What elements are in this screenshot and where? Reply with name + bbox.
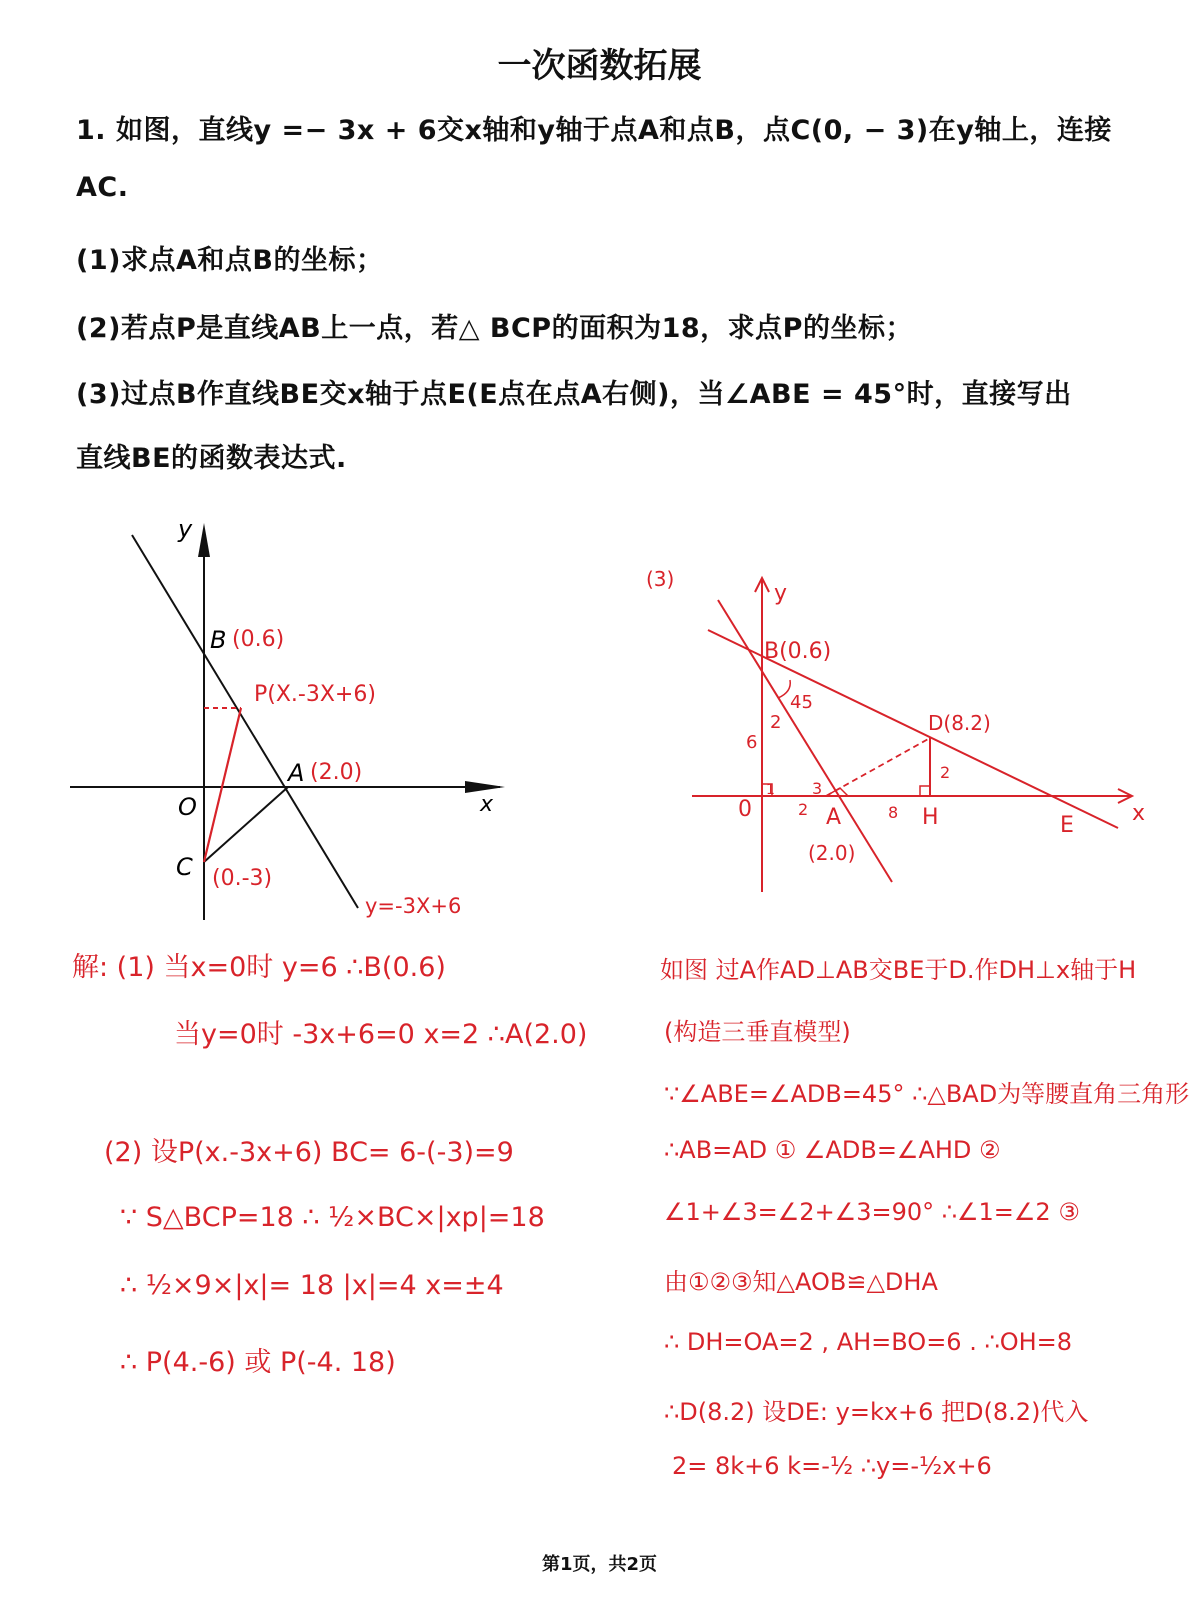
- problem-line-2: AC.: [76, 172, 129, 203]
- fig1-x-label: x: [480, 792, 494, 817]
- fig2-segment-ad: [826, 738, 930, 796]
- sol-left-line-3: (2) 设P(x.-3x+6) BC= 6-(-3)=9: [104, 1137, 514, 1168]
- figure-1: [60, 515, 520, 925]
- sol-right-line-5: ∠1+∠3=∠2+∠3=90° ∴∠1=∠2 ③: [664, 1198, 1080, 1226]
- problem-line-1: 1. 如图，直线y =− 3x + 6交x轴和y轴于点A和点B，点C(0, − 3)在y轴上，连接: [76, 115, 1112, 146]
- fig1-a-coord: (2.0): [310, 760, 363, 785]
- fig1-y-label: y: [178, 515, 193, 543]
- fig1-segment-ac: [204, 787, 288, 862]
- fig2-length-oa: 2: [798, 800, 809, 819]
- fig2-origin: 0: [738, 797, 752, 822]
- fig2-angle-2-label: 2: [770, 712, 782, 733]
- sol-right-line-4: ∴AB=AD ① ∠ADB=∠AHD ②: [664, 1136, 1001, 1164]
- fig1-c-coord: (0.-3): [212, 866, 273, 891]
- fig2-e-label: E: [1060, 813, 1074, 838]
- fig2-length-8: 8: [888, 803, 899, 822]
- problem-part-3a: (3)过点B作直线BE交x轴于点E(E点在点A右侧)，当∠ABE = 45°时，直接写出: [76, 379, 1072, 410]
- sol-right-line-3: ∵∠ABE=∠ADB=45° ∴△BAD为等腰直角三角形: [664, 1080, 1190, 1108]
- figure-2: [640, 560, 1160, 900]
- fig1-y-arrow-icon: [198, 523, 210, 557]
- fig2-a-coord: (2.0): [808, 841, 856, 865]
- sol-right-line-7: ∴ DH=OA=2 , AH=BO=6 . ∴OH=8: [664, 1328, 1073, 1356]
- sol-left-line-6: ∴ P(4.-6) 或 P(-4. 18): [120, 1347, 396, 1378]
- fig1-c-label: C: [176, 853, 193, 881]
- problem-part-3b: 直线BE的函数表达式.: [76, 443, 347, 474]
- fig2-x-label: x: [1132, 801, 1146, 826]
- sol-right-line-6: 由①②③知△AOB≌△DHA: [664, 1268, 938, 1296]
- page-title: 一次函数拓展: [497, 46, 702, 86]
- fig2-a-label: A: [826, 805, 842, 830]
- sol-left-line-4: ∵ S△BCP=18 ∴ ½×BC×|xp|=18: [120, 1202, 545, 1233]
- fig2-length-6: 6: [746, 732, 758, 753]
- problem-part-2: (2)若点P是直线AB上一点，若△ BCP的面积为18，求点P的坐标；: [76, 313, 913, 344]
- fig1-line-label: y=-3X+6: [365, 894, 462, 918]
- sol-left-line-2: 当y=0时 -3x+6=0 x=2 ∴A(2.0): [174, 1019, 588, 1050]
- fig2-angle-arc: [778, 680, 790, 698]
- fig1-line-ab: [132, 535, 358, 908]
- sol-left-line-1: 解: (1) 当x=0时 y=6 ∴B(0.6): [72, 952, 446, 983]
- fig2-length-dh: 2: [940, 763, 951, 782]
- fig2-b-label: B(0.6): [764, 639, 832, 664]
- sol-right-line-2: (构造三垂直模型): [664, 1018, 851, 1046]
- page-footer: 第1页，共2页: [541, 1554, 658, 1575]
- fig2-angle-1-at-b: 1: [766, 782, 775, 798]
- fig2-d-label: D(8.2): [928, 711, 991, 735]
- fig1-origin-label: O: [178, 793, 197, 821]
- fig2-right-angle-h: [920, 786, 930, 796]
- fig1-segment-cp: [204, 708, 241, 862]
- fig2-h-label: H: [922, 805, 939, 830]
- sol-right-line-1: 如图 过A作AD⊥AB交BE于D.作DH⊥x轴于H: [660, 956, 1137, 984]
- fig1-b-label: B: [210, 626, 227, 654]
- fig1-p-label: P(X.-3X+6): [254, 682, 376, 707]
- fig1-a-label: A: [288, 759, 305, 787]
- fig1-b-coord: (0.6): [232, 627, 285, 652]
- fig2-angle-3-label: 3: [812, 779, 823, 798]
- fig2-y-label: y: [774, 581, 788, 606]
- problem-part-1: (1)求点A和点B的坐标；: [76, 245, 384, 276]
- sol-right-line-8: ∴D(8.2) 设DE: y=kx+6 把D(8.2)代入: [664, 1398, 1089, 1426]
- fig2-part-label: (3): [646, 567, 675, 591]
- fig2-angle-45: 45: [790, 692, 813, 713]
- sol-left-line-5: ∴ ½×9×|x|= 18 |x|=4 x=±4: [120, 1270, 504, 1301]
- sol-right-line-9: 2= 8k+6 k=-½ ∴y=-½x+6: [672, 1452, 992, 1480]
